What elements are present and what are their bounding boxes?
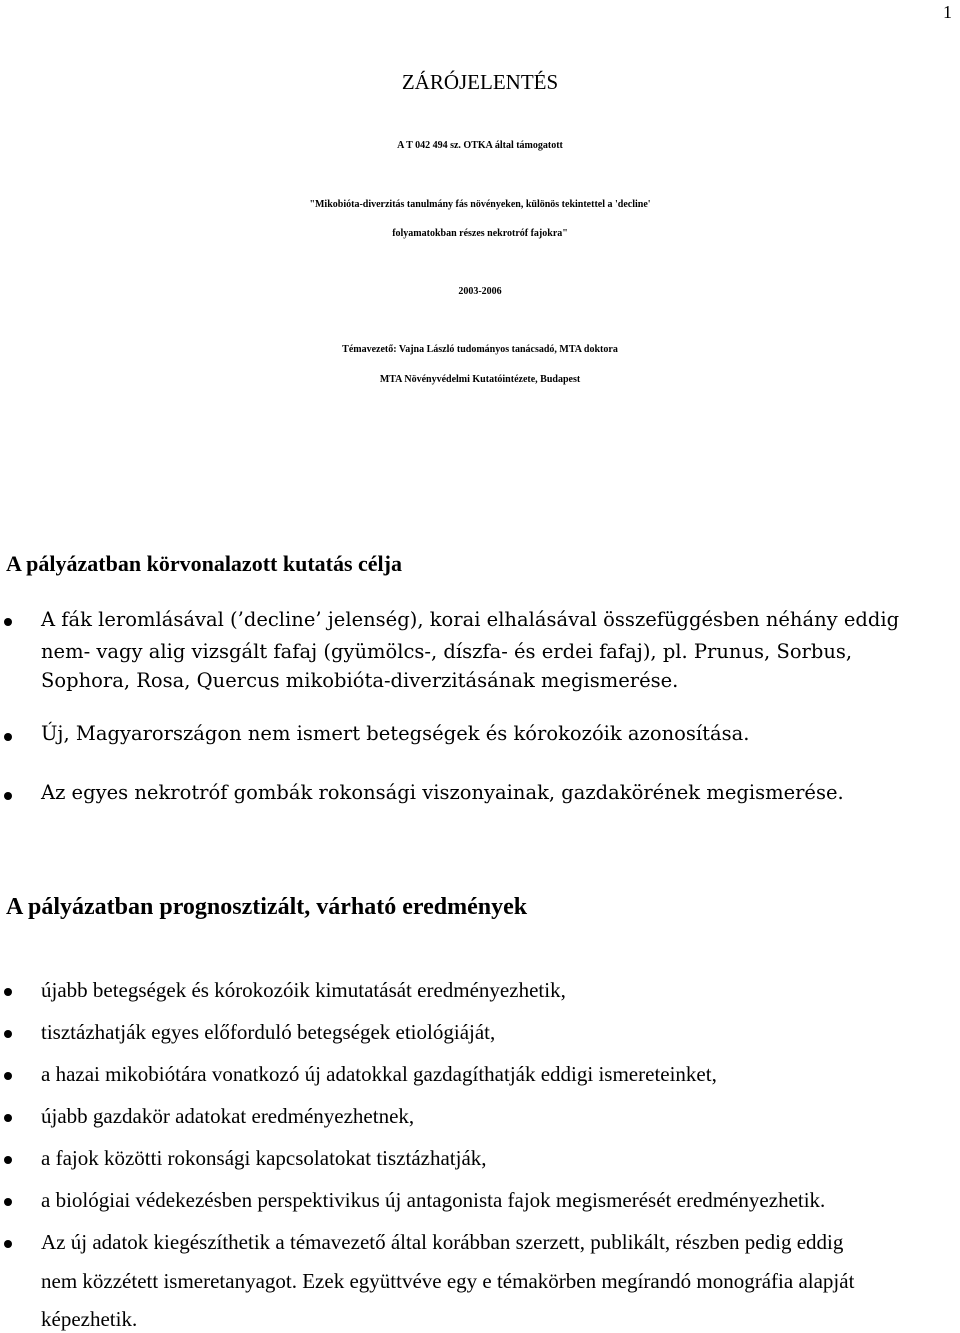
bullet-icon (4, 733, 12, 741)
bullet-line: Az egyes nekrotróf gombák rokonsági viszonyainak, gazdakörének megismerése. (41, 781, 844, 804)
bullet-icon (4, 618, 12, 626)
bullet-icon (4, 1030, 12, 1038)
supervisor-line-1: Témavezető: Vajna László tudományos tanácsadó, MTA doktora (342, 344, 618, 355)
grant-line: A T 042 494 sz. OTKA által támogatott (397, 140, 563, 151)
bullet-icon (4, 1114, 12, 1122)
bullet-line: a biológiai védekezésben perspektivikus új antagonista fajok megismerését eredményezhetik. (41, 1188, 826, 1212)
bullet-line: Új, Magyarországon nem ismert betegségek és kórokozóik azonosítása. (41, 722, 750, 745)
bullet-icon (4, 1072, 12, 1080)
bullet-line: Az új adatok kiegészíthetik a témavezető által korábban szerzett, publikált, részben pedig eddig (41, 1230, 844, 1254)
bullet-line: Sophora, Rosa, Quercus mikobióta-diverzitásának megismerése. (41, 669, 679, 692)
bullet-line: nem- vagy alig vizsgált fafaj (gyümölcs-, díszfa- és erdei fafaj), pl. Prunus, Sorbus, (41, 640, 853, 663)
bullet-icon (4, 1240, 12, 1248)
bullet-line: A fák leromlásával (’decline’ jelenség), korai elhalásával összefüggésben néhány eddig (41, 608, 900, 631)
bullet-line: képezhetik. (41, 1307, 138, 1331)
document-title: ZÁRÓJELENTÉS (401, 70, 559, 94)
bullet-line: tisztázhatják egyes előforduló betegségek etiológiáját, (41, 1020, 496, 1044)
page-number: 1 (943, 2, 952, 22)
supervisor-line-2: MTA Növényvédelmi Kutatóintézete, Budapest (379, 374, 581, 385)
bullet-line: újabb betegségek és kórokozóik kimutatását eredményezhetik, (41, 978, 566, 1002)
bullet-line: nem közzétett ismeretanyagot. Ezek együttvéve egy e témakörben megírandó monográfia alapját (41, 1269, 855, 1293)
project-title-line-2: folyamatokban részes nekrotróf fajokra" (392, 228, 568, 239)
section-heading-expected-results: A pályázatban prognosztizált, várható eredmények (6, 894, 528, 920)
bullet-line: újabb gazdakör adatokat eredményezhetnek, (41, 1104, 415, 1128)
section-heading-research-goals: A pályázatban körvonalazott kutatás célja (6, 551, 402, 576)
bullet-line: a hazai mikobiótára vonatkozó új adatokkal gazdagíthatják eddigi ismereteinket, (41, 1062, 717, 1086)
project-title-line-1: "Mikobióta-diverzitás tanulmány fás növényeken, különös tekintettel a 'decline' (309, 199, 651, 210)
bullet-icon (4, 1198, 12, 1206)
bullet-line: a fajok közötti rokonsági kapcsolatokat tisztázhatják, (41, 1146, 487, 1170)
bullet-icon (4, 988, 12, 996)
bullet-icon (4, 792, 12, 800)
project-years: 2003-2006 (458, 286, 502, 297)
bullet-icon (4, 1156, 12, 1164)
